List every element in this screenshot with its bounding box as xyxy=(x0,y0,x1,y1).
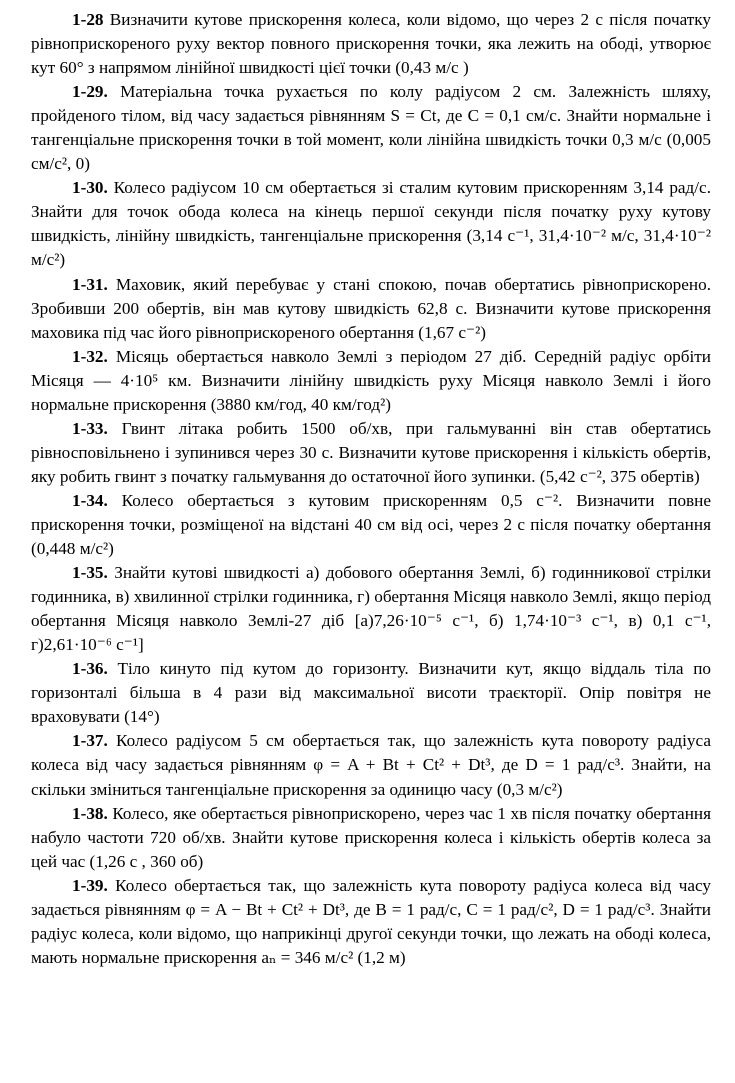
problem-text: Колесо радіусом 5 см обертається так, що залежність кута повороту радіуса колеса від часу задається рівнянням φ = A + Bt + Ct² + Dt³, де D = 1 рад/с³. Знайти, на скільки зміниться тангенціальне прискорення за одиницю часу (0,3 м/с²) xyxy=(31,731,711,799)
problem-1-35 xyxy=(31,561,711,657)
problem-number: 1-28 xyxy=(72,10,104,29)
problem-number: 1-38. xyxy=(72,803,108,823)
problem-1-39 xyxy=(31,874,711,970)
problem-1-30 xyxy=(31,176,711,272)
problem-number: 1-32. xyxy=(72,346,108,366)
problem-text: Колесо, яке обертається рівноприскорено, через час 1 хв після початку обертання набуло частоти 720 об/хв. Знайти кутове прискорення колеса і кількість обертів колеса за цей час (1,26 с , 360 об) xyxy=(31,803,711,871)
problem-1-38 xyxy=(31,802,711,874)
problem-1-29 xyxy=(31,80,711,176)
problem-number: 1-31. xyxy=(72,274,108,294)
problem-1-28 xyxy=(31,8,711,80)
problem-number: 1-34. xyxy=(72,490,108,510)
problem-number: 1-33. xyxy=(72,418,108,438)
problem-number: 1-30. xyxy=(72,178,108,198)
problem-text: Знайти кутові швидкості а) добового обертання Землі, б) годинникової стрілки годинника, в) хвилинної стрілки годинника, г) обертання Місяця навколо Землі, якщо період обертання Місяця навколо Землі-27 діб [а)7,26·10⁻⁵ с⁻¹, б) 1,74·10⁻³ с⁻¹, в) 0,1 с⁻¹, г)2,61·10⁻⁶ с⁻¹] xyxy=(31,563,712,655)
problem-1-32 xyxy=(31,345,711,417)
problem-text: Гвинт літака робить 1500 об/хв, при гальмуванні він став обертатись рівносповільнено і зупинився через 30 с. Визначити кутове прискорення і кількість обертів, яку робить гвинт з початку гальмування до остаточної його зупинки. (5,42 с⁻², 375 обертів) xyxy=(31,418,711,486)
problem-1-37 xyxy=(31,729,711,801)
problem-1-36 xyxy=(31,657,711,729)
problem-text: Тіло кинуто під кутом до горизонту. Визначити кут, якщо віддаль тіла по горизонталі більша в 4 рази від максимальної висоти траєкторії. Опір повітря не враховувати (14°) xyxy=(31,659,711,727)
problem-1-34 xyxy=(31,489,711,561)
problem-number: 1-36. xyxy=(72,659,108,679)
problem-1-31 xyxy=(31,273,711,345)
problem-1-33 xyxy=(31,417,711,489)
problem-text: Колесо обертається так, що залежність кута повороту радіуса колеса від часу задається рівнянням φ = A − Bt + Ct² + Dt³, де B = 1 рад/с, C = 1 рад/с², D = 1 рад/с³. Знайти радіус колеса, коли відомо, що наприкінці другої секунди точки, що лежать на ободі колеса, мають нормальне прискорення aₙ = 346 м/с² (1,2 м) xyxy=(31,875,711,967)
problem-text: Місяць обертається навколо Землі з періодом 27 діб. Середній радіус орбіти Місяця — 4·10⁵ км. Визначити лінійну швидкість руху Місяця навколо Землі і його нормальне прискорення (3880 км/год, 40 км/год²) xyxy=(31,346,711,414)
problem-text: Колесо радіусом 10 см обертається зі сталим кутовим прискоренням 3,14 рад/с. Знайти для точок обода колеса на кінець першої секунди після початку руху кутову швидкість, лінійну швидкість, тангенціальне прискорення (3,14 с⁻¹, 31,4·10⁻² м/с, 31,4·10⁻² м/с²) xyxy=(31,178,711,270)
problem-number: 1-35. xyxy=(72,563,108,583)
problem-text: Визначити кутове прискорення колеса, коли відомо, що через 2 с після початку рівноприскореного руху вектор повного прискорення точки, яка лежить на ободі, утворює кут 60° з напрямом лінійної швидкості цієї точки (0,43 м/с ) xyxy=(31,10,711,78)
problem-number: 1-37. xyxy=(72,731,108,751)
problem-number: 1-29. xyxy=(72,82,108,102)
problem-text: Маховик, який перебуває у стані спокою, почав обертатись рівноприскорено. Зробивши 200 обертів, він мав кутову швидкість 62,8 с. Визначити кутове прискорення маховика під час його рівноприскореного обертання (1,67 с⁻²) xyxy=(31,274,711,342)
problem-text: Матеріальна точка рухається по колу радіусом 2 см. Залежність шляху, пройденого тілом, від часу задається рівнянням S = Ct, де C = 0,1 см/с. Знайти нормальне і тангенціальне прискорення точки в той момент, коли лінійна швидкість точки 0,3 м/с (0,005 см/с², 0) xyxy=(31,82,711,174)
problem-text: Колесо обертається з кутовим прискоренням 0,5 с⁻². Визначити повне прискорення точки, розміщеної на відстані 40 см від осі, через 2 с після початку обертання (0,448 м/с²) xyxy=(31,490,711,559)
problem-number: 1-39. xyxy=(72,875,108,895)
